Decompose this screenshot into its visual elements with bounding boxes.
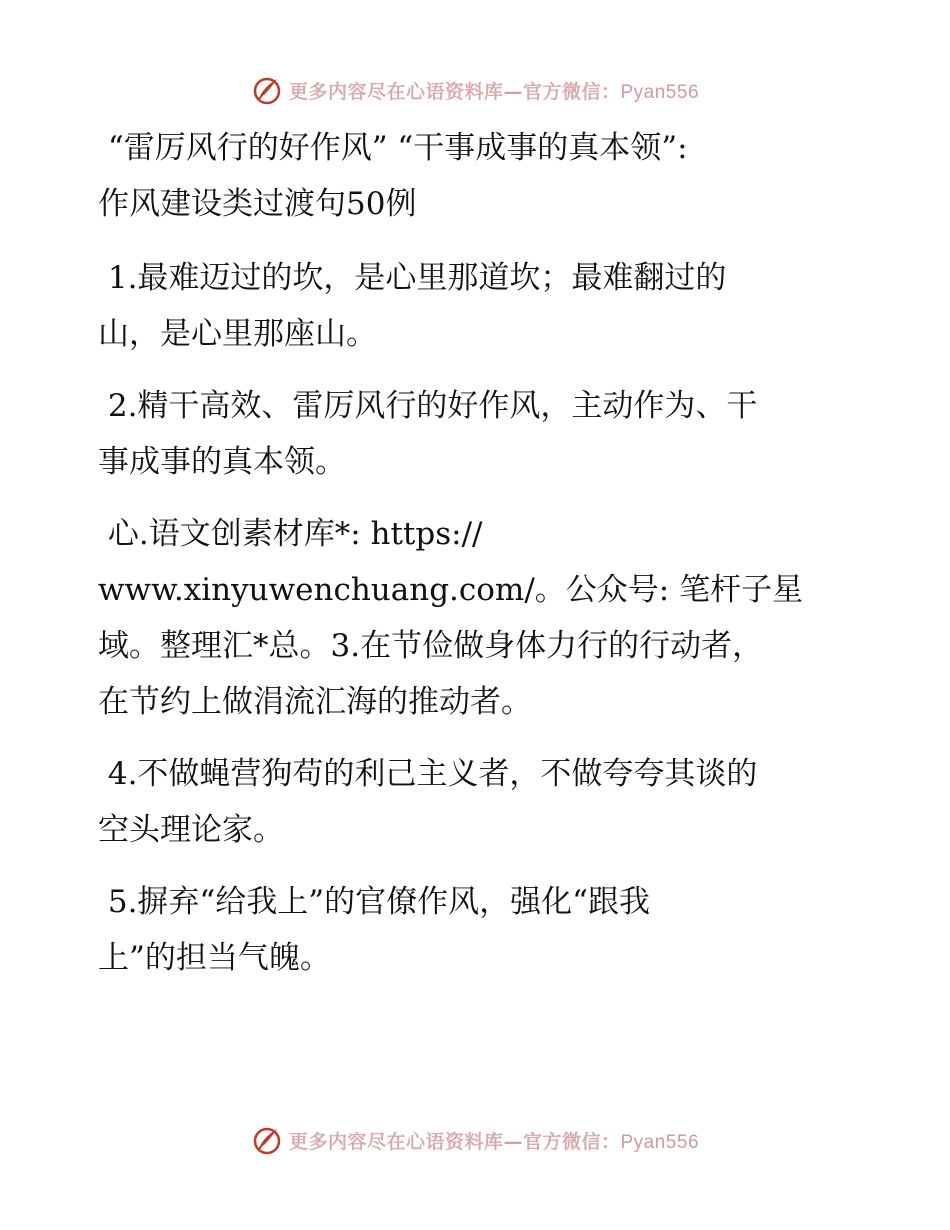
list-item: 5.摒弃“给我上”的官僚作风，强化“跟我 上”的担当气魄。 bbox=[98, 884, 650, 976]
list-item: 4.不做蝇营狗苟的利己主义者，不做夸夸其谈的 空头理论家。 bbox=[98, 756, 758, 848]
header-banner-text: 更多内容尽在心语资料库—官方微信：Pyan556 bbox=[288, 80, 700, 103]
footer-banner bbox=[0, 1120, 950, 1160]
header-banner bbox=[0, 70, 950, 110]
document-body bbox=[98, 120, 838, 1002]
quill-logo-icon bbox=[251, 1124, 283, 1156]
list-item: 2.精干高效、雷厉风行的好作风，主动作为、干 事成事的真本领。 bbox=[98, 388, 758, 480]
quill-logo-icon bbox=[251, 74, 283, 106]
list-item: 1.最难迈过的坎，是心里那道坎；最难翻过的 山，是心里那座山。 bbox=[98, 260, 727, 352]
footer-banner-text: 更多内容尽在心语资料库—官方微信：Pyan556 bbox=[288, 1130, 700, 1153]
document-title: “雷厉风行的好作风” “干事成事的真本领”: 作风建设类过渡句50例 bbox=[98, 130, 688, 222]
list-item: 心.语文创素材库*: https:// www.xinyuwenchuang.com/。公众号: 笔杆子星 域。整理汇*总。3.在节俭做身体力行的行动者， 在节约上做涓流汇海的推动者。 bbox=[98, 516, 804, 720]
